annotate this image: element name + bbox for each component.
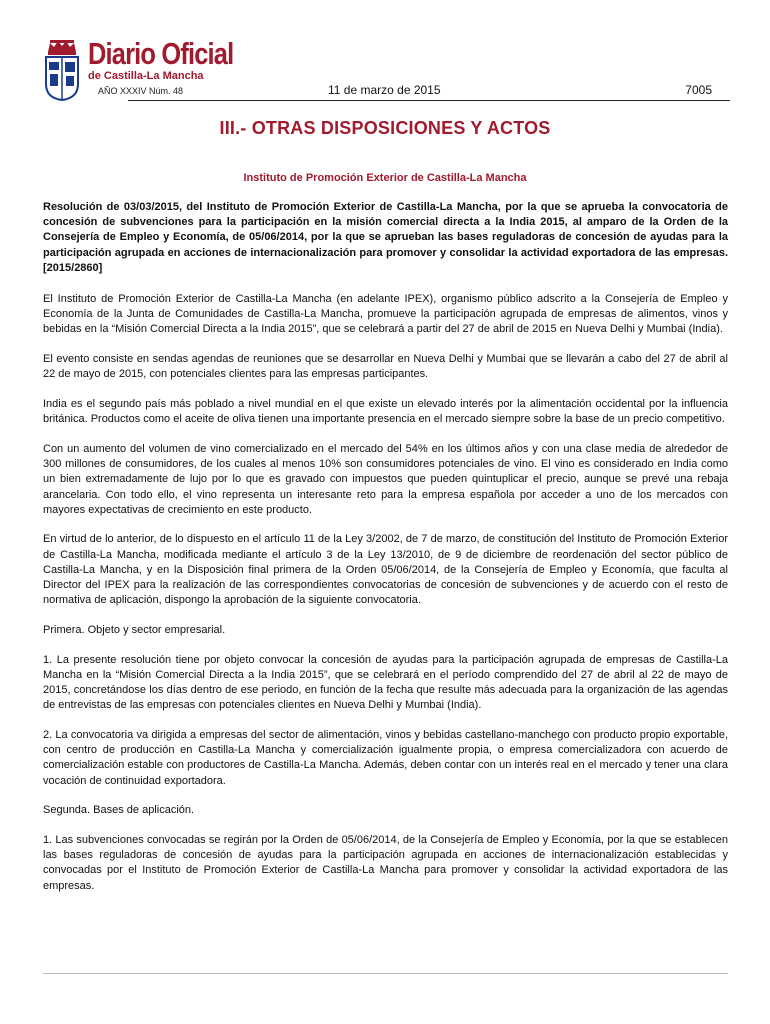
page-header xyxy=(40,36,730,102)
year-number: AÑO XXXIV Núm. 48 xyxy=(98,86,184,96)
header-divider xyxy=(128,100,730,101)
footer-divider xyxy=(43,973,728,974)
paragraph: 1. Las subvenciones convocadas se regirán por la Orden de 05/06/2014, de la Consejería de Empleo y Economía, por la que se establecen las bases reguladoras de concesión de ayudas para la participación agrupada en acciones de internacionalización establecidas y convocadas por el Instituto de Promoción Exterior de Castilla-La Mancha para promover y consolidar la actividad exportadora de las empresas. xyxy=(43,834,728,892)
paragraph: El evento consiste en sendas agendas de reuniones que se desarrollar en Nueva Delhi y Mumbai que se llevarán a cabo del 27 de abril al 22 de mayo de 2015, con potenciales clientes para las empresas participantes. xyxy=(43,353,728,381)
page-number: 7005 xyxy=(685,83,712,97)
logo-subtitle: de Castilla-La Mancha xyxy=(88,70,204,82)
castilla-la-mancha-crest-icon xyxy=(40,36,84,102)
resolution-title: Resolución de 03/03/2015, del Instituto de Promoción Exterior de Castilla-La Mancha, por la que se aprueba la convocatoria de concesión de subvenciones para la participación en la misión comercial directa a la India 2015, al amparo de la Orden de la Consejería de Empleo y Economía, de 05/06/2014, por la que se aprueban las bases reguladoras de concesión de ayudas para la participación agrupada en acciones de internacionalización para promover y consolidar la actividad exportadora de las empresas. [2015/2860] xyxy=(43,201,728,274)
institution-name: Instituto de Promoción Exterior de Castilla-La Mancha xyxy=(243,172,527,184)
issue-date: 11 de marzo de 2015 xyxy=(328,83,441,97)
section-heading-segunda: Segunda. Bases de aplicación. xyxy=(43,804,195,817)
paragraph: 1. La presente resolución tiene por objeto convocar la concesión de ayudas para la participación agrupada de empresas de Castilla-La Mancha en la “Misión Comercial Directa a la India 2015”, que se celebrará en el período comprendido del 27 de abril al 22 de mayo de 2015, concretándose los días dentro de ese periodo, en función de la fecha que resulte más adecuada para la organización de las agendas de entrevistas de las empresas con potenciales clientes en Nueva Delhi y Mumbai (India). xyxy=(43,653,728,712)
paragraph: India es el segundo país más poblado a nivel mundial en el que existe un elevado interés por la alimentación occidental por la influencia británica. Productos como el aceite de oliva tienen una importante presencia en el mercado siempre sobre la base de un precio competitivo. xyxy=(43,398,728,426)
section-heading-primera: Primera. Objeto y sector empresarial. xyxy=(43,623,226,636)
paragraph: Con un aumento del volumen de vino comercializado en el mercado del 54% en los últimos años y con una clase media de alrededor de 300 millones de consumidores, de los cuales al menos 10% son consumidores potenciales de vino. El vino es considerado en India como un bien extremadamente de lujo por lo que es gravado con impuestos que pueden quintuplicar el precio, aunque se prevé una rebaja arancelaria. Con todo ello, el vino representa un interesante reto para la empresa española por acceder a uno de los mercados con mayores expectativas de crecimiento en este producto. xyxy=(43,442,728,516)
paragraph: 2. La convocatoria va dirigida a empresas del sector de alimentación, vinos y bebidas castellano-manchego con producto propio exportable, con centro de producción en Castilla-La Mancha y comercialización igualmente propia, o empresa comercializadora con acuerdo de comercialización estable con productores de Castilla-La Mancha. Además, deben contar con un interés real en el mercado y tener una clara vocación de continuidad exportadora. xyxy=(43,728,728,787)
logo-title: Diario Oficial xyxy=(88,36,234,71)
document-body xyxy=(43,200,728,908)
paragraph: El Instituto de Promoción Exterior de Castilla-La Mancha (en adelante IPEX), organismo público adscrito a la Consejería de Empleo y Economía de la Junta de Comunidades de Castilla-La Mancha, promueve la participación agrupada de empresas de alimentos, vinos y bebidas en la “Misión Comercial Directa a la India 2015”, que se celebrará a partir del 27 de abril de 2015 en Nueva Delhi y Mumbai (India). xyxy=(43,293,728,336)
section-title: III.- OTRAS DISPOSICIONES Y ACTOS xyxy=(219,118,551,138)
paragraph: En virtud de lo anterior, de lo dispuesto en el artículo 11 de la Ley 3/2002, de 7 de marzo, de constitución del Instituto de Promoción Exterior de Castilla-La Mancha, modificada mediante el artículo 3 de la Ley 13/2010, de 9 de diciembre de reordenación del sector público de Castilla-La Mancha, y en la Disposición final primera de la Orden 05/06/2014, de la Consejería de Empleo y Economía, que faculta al Director del IPEX para la realización de las correspondientes convocatorias de concesión de subvenciones y de acuerdo con el resto de normativa de aplicación, dispongo la aprobación de la siguiente convocatoria. xyxy=(43,533,728,607)
